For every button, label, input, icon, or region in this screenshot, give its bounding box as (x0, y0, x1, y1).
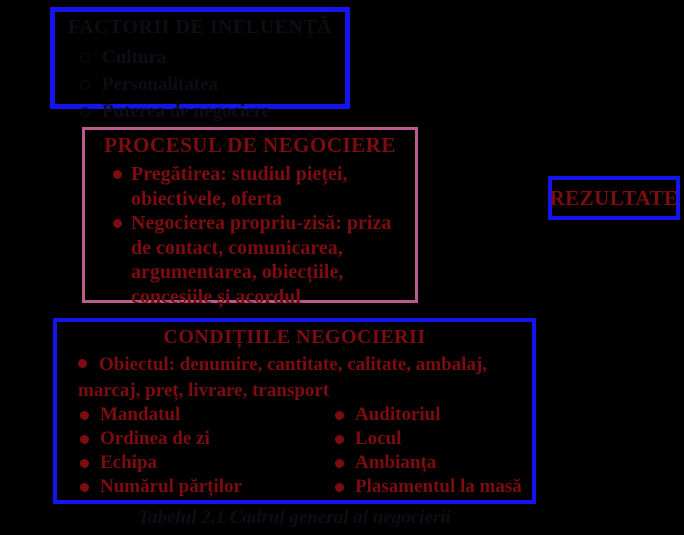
process-item (131, 211, 409, 309)
conditions-lead-label: Obiectul: denumire, cantitate, calitate, ambalaj, marcaj, preț, livrare, transport (78, 354, 488, 401)
conditions-item-label: Echipa (100, 452, 158, 473)
factors-list (55, 44, 345, 125)
bullet-icon (80, 483, 89, 492)
conditions-title: CONDIȚIILE NEGOCIERII (163, 326, 426, 348)
bullet-icon (80, 435, 89, 444)
process-item-label: Negocierea propriu-zisă: priza de contact, comunicarea, argumentarea, obiecțiile, concesiile și acordul (131, 212, 392, 308)
bullet-icon (80, 411, 89, 420)
conditions-item (80, 475, 242, 499)
conditions-item (80, 451, 242, 475)
process-box (82, 127, 418, 308)
bullet-icon (335, 459, 344, 468)
conditions-item-label: Locul (355, 428, 402, 449)
process-item (131, 162, 409, 211)
conditions-item-label: Auditoriul (355, 404, 441, 425)
figure-caption: Tabelul 2.1 Cadrul general al negocierii (138, 507, 451, 528)
bullet-icon (78, 359, 87, 368)
conditions-item (335, 403, 522, 427)
conditions-right-column (335, 403, 522, 499)
conditions-item-label: Numărul părților (100, 476, 242, 497)
hollow-bullet-icon (80, 80, 90, 90)
conditions-box (53, 318, 536, 504)
conditions-item-label: Mandatul (100, 404, 181, 425)
conditions-item (335, 427, 522, 451)
conditions-item (80, 403, 242, 427)
results-label: REZULTATE (549, 185, 679, 210)
process-item-label: Pregătirea: studiul pieței, obiectivele, oferta (131, 163, 348, 210)
bullet-icon (335, 411, 344, 420)
process-title: PROCESUL DE NEGOCIERE (104, 133, 396, 157)
conditions-item-label: Ambianța (355, 452, 437, 473)
hollow-bullet-icon (80, 107, 90, 117)
conditions-item (335, 451, 522, 475)
bullet-icon (335, 435, 344, 444)
factors-item-label: Cultura (102, 47, 167, 68)
conditions-item (80, 427, 242, 451)
bullet-icon (113, 170, 122, 179)
conditions-item-label: Ordinea de zi (100, 428, 210, 449)
conditions-item-label: Plasamentul la masă (355, 476, 522, 497)
bullet-icon (80, 459, 89, 468)
factors-item-label: Puterea de negociere (102, 101, 271, 122)
conditions-left-column (80, 403, 242, 499)
factors-item (102, 98, 345, 125)
factors-box (50, 7, 350, 122)
bullet-icon (335, 483, 344, 492)
factors-item (102, 44, 345, 71)
results-box (548, 176, 680, 220)
process-list (85, 162, 415, 309)
conditions-lead-item (57, 352, 532, 404)
factors-item (102, 71, 345, 98)
bullet-icon (113, 219, 122, 228)
conditions-item (335, 475, 522, 499)
hollow-bullet-icon (80, 53, 90, 63)
factors-item-label: Personalitatea (102, 74, 219, 95)
factors-title: FACTORII DE INFLUENȚĂ (67, 16, 333, 38)
